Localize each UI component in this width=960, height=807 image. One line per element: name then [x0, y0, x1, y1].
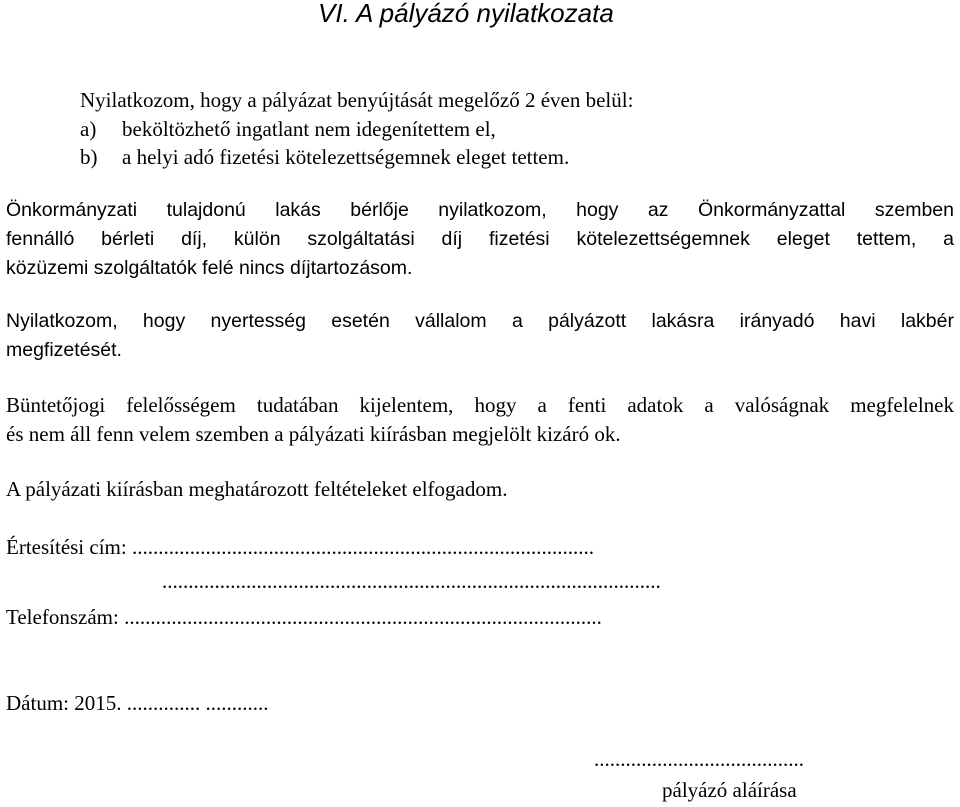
tenant-statement-line-2: fennálló bérleti díj, külön szolgáltatási díj fizetési kötelezettségemnek eleget tettem, a — [6, 228, 954, 250]
notification-address-continuation[interactable]: ............................................................................................... — [162, 569, 661, 593]
statement-intro: Nyilatkozom, hogy a pályázat benyújtását megelőző 2 éven belül: — [80, 88, 634, 112]
rent-statement-line-2: megfizetését. — [6, 339, 122, 361]
item-text-b: a helyi adó fizetési kötelezettségemnek eleget tettem. — [122, 145, 570, 169]
acceptance-statement: A pályázati kiírásban meghatározott feltételeket elfogadom. — [6, 477, 508, 501]
statement-item-a — [80, 119, 496, 140]
rent-statement-line-1: Nyilatkozom, hogy nyertesség esetén vállalom a pályázott lakásra irányadó havi lakbér — [6, 310, 954, 332]
signature-label: pályázó aláírása — [662, 778, 797, 802]
document-title: VI. A pályázó nyilatkozata — [318, 0, 614, 28]
statement-item-b — [80, 147, 569, 168]
item-marker-a: a) — [80, 117, 97, 141]
phone-number-field[interactable]: Telefonszám: ........................................................................................... — [6, 605, 602, 629]
date-field[interactable]: Dátum: 2015. .............. ............ — [6, 691, 269, 715]
liability-statement-line-1: Büntetőjogi felelősségem tudatában kijelentem, hogy a fenti adatok a valóságnak megfelelnek — [6, 393, 954, 417]
item-text-a: beköltözhető ingatlant nem idegenítettem el, — [122, 117, 496, 141]
signature-line[interactable]: ........................................ — [594, 747, 804, 771]
item-marker-b: b) — [80, 145, 98, 169]
tenant-statement-line-3: közüzemi szolgáltatók felé nincs díjtartozásom. — [6, 257, 413, 279]
liability-statement-line-2: és nem áll fenn velem szemben a pályázati kiírásban megjelölt kizáró ok. — [6, 422, 621, 446]
tenant-statement-line-1: Önkormányzati tulajdonú lakás bérlője nyilatkozom, hogy az Önkormányzattal szemben — [6, 199, 954, 221]
notification-address-field[interactable]: Értesítési cím: ........................................................................................ — [6, 535, 594, 559]
